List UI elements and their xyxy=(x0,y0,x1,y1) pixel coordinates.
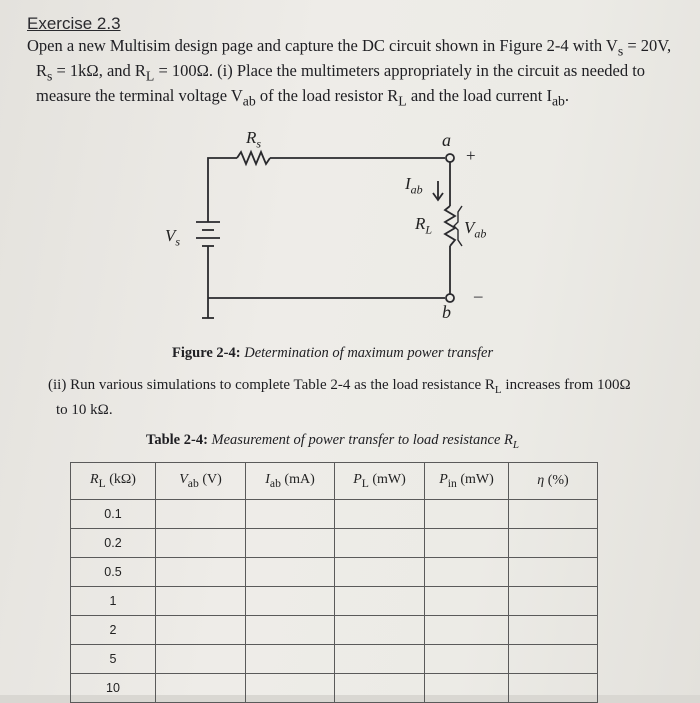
problem-line-1: Open a new Multisim design page and capture the DC circuit shown in Figure 2-4 with $V_s = 20V$, xyxy=(27,36,672,59)
problem-line-3: measure the terminal voltage $V_{ab}$ of the load resistor $R_L$ and the load current $I_{ab}$. xyxy=(36,86,570,109)
table-header-row xyxy=(71,463,598,500)
header-rl: $R_L$ (kΩ) xyxy=(71,463,156,500)
cell-eta[interactable] xyxy=(509,529,598,558)
label-rl: $R_L$ xyxy=(415,214,433,237)
cell-iab[interactable] xyxy=(246,500,335,529)
cell-vab[interactable] xyxy=(156,616,246,645)
cell-iab[interactable] xyxy=(246,587,335,616)
cell-rl: 2 xyxy=(71,616,156,645)
cell-pin[interactable] xyxy=(425,674,509,703)
cell-eta[interactable] xyxy=(509,645,598,674)
header-pin: $P_{in}$ (mW) xyxy=(425,463,509,500)
cell-iab[interactable] xyxy=(246,529,335,558)
cell-iab[interactable] xyxy=(246,616,335,645)
cell-rl: 0.2 xyxy=(71,529,156,558)
cell-pin[interactable] xyxy=(425,645,509,674)
table-row xyxy=(71,616,598,645)
label-iab: $I_{ab}$ xyxy=(405,174,423,197)
table-row xyxy=(71,587,598,616)
cell-pin[interactable] xyxy=(425,500,509,529)
cell-eta[interactable] xyxy=(509,674,598,703)
cell-pl[interactable] xyxy=(335,645,425,674)
cell-eta[interactable] xyxy=(509,558,598,587)
label-minus: – xyxy=(474,286,483,305)
cell-rl: 10 xyxy=(71,674,156,703)
label-plus: + xyxy=(466,146,476,165)
header-vab: $V_{ab}$ (V) xyxy=(156,463,246,500)
cell-pl[interactable] xyxy=(335,558,425,587)
table-row xyxy=(71,558,598,587)
table-row xyxy=(71,645,598,674)
cell-rl: 0.5 xyxy=(71,558,156,587)
cell-vab[interactable] xyxy=(156,674,246,703)
cell-rl: 1 xyxy=(71,587,156,616)
cell-eta[interactable] xyxy=(509,587,598,616)
cell-pin[interactable] xyxy=(425,529,509,558)
cell-vab[interactable] xyxy=(156,529,246,558)
label-node-b: b xyxy=(442,302,451,322)
table-caption: Table 2-4: Measurement of power transfer to load resistance $R_L$ xyxy=(146,432,520,451)
wire-top-left xyxy=(208,158,237,222)
cell-vab[interactable] xyxy=(156,645,246,674)
cell-rl: 5 xyxy=(71,645,156,674)
header-iab: $I_{ab}$ (mA) xyxy=(246,463,335,500)
table-row xyxy=(71,500,598,529)
header-eta: η (%) xyxy=(509,463,598,500)
terminal-b xyxy=(446,294,454,302)
cell-pl[interactable] xyxy=(335,674,425,703)
cell-iab[interactable] xyxy=(246,558,335,587)
cell-iab[interactable] xyxy=(246,645,335,674)
label-rs: $R_s$ xyxy=(246,128,262,151)
table-row xyxy=(71,529,598,558)
cell-pin[interactable] xyxy=(425,558,509,587)
cell-vab[interactable] xyxy=(156,500,246,529)
resistor-rs xyxy=(237,152,270,164)
label-node-a: a xyxy=(442,130,451,150)
cell-iab[interactable] xyxy=(246,674,335,703)
cell-pin[interactable] xyxy=(425,616,509,645)
exercise-title: Exercise 2.3 xyxy=(27,14,121,33)
cell-pl[interactable] xyxy=(335,529,425,558)
cell-eta[interactable] xyxy=(509,616,598,645)
header-pl: $P_L$ (mW) xyxy=(335,463,425,500)
problem-line-2: $R_s = 1k\Omega$, and $R_L = 100\Omega$. (i) Place the multimeters appropriately in the circuit as needed to xyxy=(36,61,646,84)
figure-caption: Figure 2-4: Determination of maximum power transfer xyxy=(172,345,494,361)
measurement-table xyxy=(70,462,598,703)
cell-pl[interactable] xyxy=(335,500,425,529)
cell-vab[interactable] xyxy=(156,587,246,616)
label-vs: $V_s$ xyxy=(165,226,181,249)
terminal-a xyxy=(446,154,454,162)
part2-line-1: (ii) Run various simulations to complete Table 2-4 as the load resistance $R_L$ increases from 100Ω xyxy=(48,377,631,396)
cell-eta[interactable] xyxy=(509,500,598,529)
part2-line-2: to 10 kΩ. xyxy=(56,402,113,418)
cell-pl[interactable] xyxy=(335,616,425,645)
cell-pl[interactable] xyxy=(335,587,425,616)
table-row xyxy=(71,674,598,703)
cell-vab[interactable] xyxy=(156,558,246,587)
cell-rl: 0.1 xyxy=(71,500,156,529)
cell-pin[interactable] xyxy=(425,587,509,616)
label-vab: $V_{ab}$ xyxy=(464,218,487,241)
